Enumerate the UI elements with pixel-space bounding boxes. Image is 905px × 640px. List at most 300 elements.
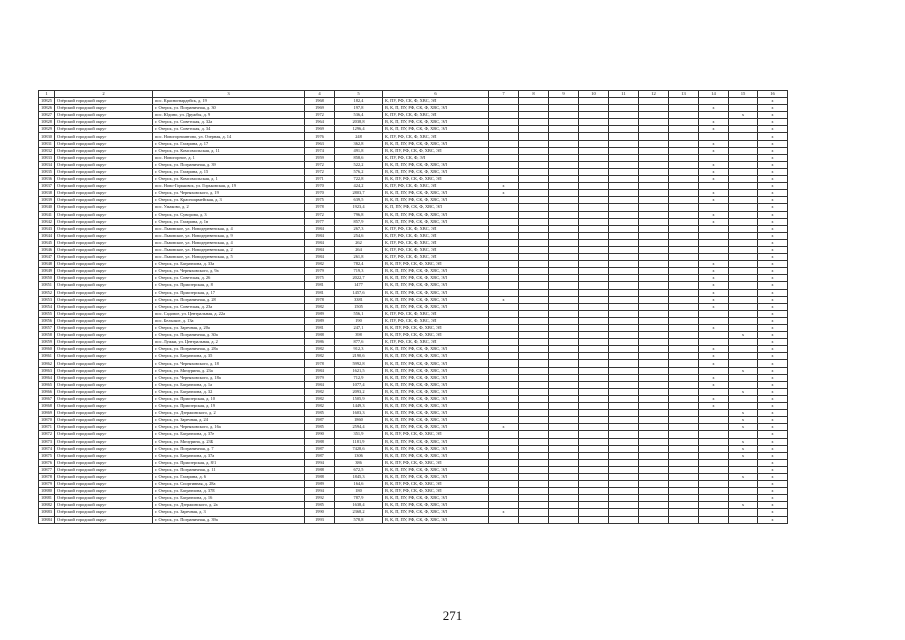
table-cell: х [698,268,728,275]
table-cell: х [757,502,787,509]
table-cell: В, К, П, ПУ, РФ, СК, Ф, ХВС, ЭЛ [382,275,488,282]
table-row [39,225,788,232]
table-cell [608,509,638,516]
table-row [39,239,788,246]
table-row [39,183,788,190]
table-cell [518,232,548,239]
table-cell [608,339,638,346]
table-cell: г. Озерск, ул. Приозерская, д. 17 [152,289,304,296]
table-cell [608,282,638,289]
table-cell [578,289,608,296]
table-cell [578,395,608,402]
table-cell: г. Озерск, ул. Багратиона, д. 33а [152,261,304,268]
table-cell [668,459,698,466]
table-cell [518,516,548,523]
table-row [39,105,788,112]
table-cell [638,190,668,197]
table-cell [578,388,608,395]
table-cell [578,374,608,381]
table-cell: г. Озерск, ул. Пограничная, д. 28 [152,296,304,303]
table-cell [578,360,608,367]
table-cell [518,154,548,161]
page-number: 271 [442,608,463,623]
table-cell: В, К, П, ПУ, РФ, СК, Ф, ХВС, ЭЛ [382,126,488,133]
table-cell: Озёрский городской округ [54,445,152,452]
table-cell: К, П, ПУ, РФ, СК, Ф, ХВС, ЭЛ [382,204,488,211]
table-cell [518,431,548,438]
table-cell [578,353,608,360]
table-cell: х [757,190,787,197]
table-cell: Озёрский городской округ [54,176,152,183]
table-cell [638,488,668,495]
table-cell [728,488,757,495]
table-cell [698,488,728,495]
table-cell [668,275,698,282]
table-cell: 1976 [304,133,334,140]
table-cell [608,495,638,502]
table-cell [608,140,638,147]
table-cell: 1984 [304,254,334,261]
table-cell [668,303,698,310]
table-cell [578,367,608,374]
table-cell: 1971 [304,176,334,183]
table-cell: Озёрский городской округ [54,452,152,459]
table-cell: г. Озерск, ул. Приозерская, д. 10 [152,395,304,402]
table-cell [728,268,757,275]
column-header: 9 [548,91,578,98]
table-cell [578,133,608,140]
table-cell [698,445,728,452]
table-cell: 1077,4 [334,381,382,388]
table-cell: 1982 [304,403,334,410]
table-cell: х [757,289,787,296]
table-cell [488,481,518,488]
table-cell: 164,6 [334,481,382,488]
table-cell [728,289,757,296]
table-cell: 1984 [304,239,334,246]
table-cell [578,403,608,410]
table-cell: г. Озерск, ул. Черняховского, д. 18а [152,374,304,381]
table-cell [608,133,638,140]
table-cell: В, К, П, ПУ, РФ, СК, Ф, ХВС, ЭЛ [382,190,488,197]
table-cell [608,360,638,367]
table-cell [668,211,698,218]
table-cell: 182,4 [334,98,382,105]
table-cell [728,239,757,246]
table-cell [518,410,548,417]
table-cell [608,204,638,211]
table-cell: г. Озерск, ул. Красноармейская, д. 3 [152,197,304,204]
table-cell [518,147,548,154]
table-cell [728,147,757,154]
table-cell [728,105,757,112]
table-cell: 1972 [304,112,334,119]
table-cell: х [728,438,757,445]
table-cell [668,431,698,438]
table-cell: х [757,126,787,133]
table-cell: х [757,232,787,239]
table-cell [548,509,578,516]
table-cell: К, ПУ, РФ, СК, Ф, ХВС, ЭЛ [382,254,488,261]
table-cell [578,509,608,516]
table-cell: 1989 [304,481,334,488]
table-cell [638,133,668,140]
table-cell: 1981 [304,282,334,289]
table-cell [608,367,638,374]
table-cell: 10825 [39,98,55,105]
table-cell [728,346,757,353]
table-cell [668,509,698,516]
table-cell [578,126,608,133]
table-cell [578,183,608,190]
table-cell [488,119,518,126]
table-cell [578,339,608,346]
table-cell [608,424,638,431]
table-cell: К, ПУ, РФ, СК, Ф, ХВС, ЭЛ [382,98,488,105]
table-cell [668,424,698,431]
table-cell [638,154,668,161]
table-row [39,445,788,452]
table-cell: х [757,296,787,303]
table-cell: х [698,211,728,218]
table-cell: В, К, П, ПУ, РФ, СК, Ф, ХВС, ЭЛ [382,289,488,296]
table-cell: 1984 [304,232,334,239]
table-cell [638,310,668,317]
table-cell: 1969 [304,126,334,133]
table-cell: К, ПУ, РФ, СК, Ф, ХВС, ЭЛ [382,232,488,239]
table-cell [578,516,608,523]
table-cell: В, К, ПУ, РФ, СК, Ф, ХВС, ЭЛ [382,459,488,466]
table-row [39,218,788,225]
table-cell [578,218,608,225]
table-cell [638,282,668,289]
table-cell: 1988 [304,466,334,473]
table-row [39,161,788,168]
table-cell [548,133,578,140]
table-cell: 858,6 [334,154,382,161]
table-cell [488,254,518,261]
table-cell: Озёрский городской округ [54,154,152,161]
table-cell: 10864 [39,374,55,381]
table-cell [608,176,638,183]
table-cell [638,232,668,239]
table-cell [578,119,608,126]
table-cell: Озёрский городской округ [54,403,152,410]
table-cell: 180 [334,488,382,495]
table-cell [728,197,757,204]
table-cell: Озёрский городской округ [54,438,152,445]
table-cell [578,225,608,232]
table-cell [728,403,757,410]
table-cell: К, ПУ, РФ, СК, Ф, ХВС, ЭЛ [382,317,488,324]
table-cell: 10857 [39,325,55,332]
table-cell [488,495,518,502]
table-cell [608,239,638,246]
table-cell: пос. Лужки, ул. Центральная, д. 2 [152,339,304,346]
table-cell [548,161,578,168]
table-cell [578,154,608,161]
table-cell [518,168,548,175]
table-cell: х [728,445,757,452]
table-cell [668,204,698,211]
table-cell: 197,8 [334,105,382,112]
table-cell: 10843 [39,225,55,232]
table-cell [578,303,608,310]
table-row [39,410,788,417]
table-cell [608,261,638,268]
column-header: 2 [54,91,152,98]
table-cell [548,403,578,410]
table-cell: 491,8 [334,147,382,154]
table-cell: 10876 [39,459,55,466]
table-row [39,403,788,410]
table-cell [608,183,638,190]
table-cell: Озёрский городской округ [54,339,152,346]
table-cell [518,332,548,339]
table-cell [668,438,698,445]
table-cell: х [698,197,728,204]
table-cell: 1994 [304,459,334,466]
table-row [39,261,788,268]
table-cell: Озёрский городской округ [54,105,152,112]
table-row [39,332,788,339]
table-cell: В, К, П, ПУ, РФ, СК, Ф, ХВС, ЭЛ [382,353,488,360]
table-cell [518,509,548,516]
table-cell [728,431,757,438]
table-cell [518,183,548,190]
column-header: 7 [488,91,518,98]
column-header: 1 [39,91,55,98]
table-cell [608,332,638,339]
table-cell [578,502,608,509]
table-cell [728,325,757,332]
table-cell: г. Озерск, ул. Багратиона, д. 35 [152,353,304,360]
table-cell [548,488,578,495]
table-cell [638,289,668,296]
table-cell: х [728,452,757,459]
table-cell [488,204,518,211]
table-cell [518,388,548,395]
table-cell [608,161,638,168]
table-cell: х [698,395,728,402]
table-cell: Озёрский городской округ [54,466,152,473]
table-row [39,176,788,183]
column-header: 10 [578,91,608,98]
table-cell: 10850 [39,275,55,282]
table-cell [548,374,578,381]
table-cell [728,140,757,147]
table-cell: х [757,105,787,112]
table-cell: К, ПУ, РФ, СК, Ф, ХВС, ЭЛ [382,310,488,317]
table-cell: х [698,296,728,303]
table-cell: 1981 [304,325,334,332]
table-cell [548,190,578,197]
table-cell: 1972 [304,211,334,218]
table-cell [548,232,578,239]
table-cell [698,509,728,516]
table-cell [578,481,608,488]
table-cell: пос. Львовское, ул. Новодеревенская, д. 9 [152,232,304,239]
table-cell [698,339,728,346]
table-row [39,360,788,367]
table-cell: х [698,303,728,310]
table-cell: 362,8 [334,140,382,147]
table-cell [728,459,757,466]
table-cell [698,438,728,445]
table-cell [518,395,548,402]
table-cell [488,516,518,523]
table-cell [548,119,578,126]
table-cell: В, К, П, ПУ, РФ, СК, Ф, ХВС, ЭЛ [382,388,488,395]
table-cell [668,516,698,523]
table-cell: 10865 [39,381,55,388]
table-cell: В, К, П, ПУ, РФ, СК, Ф, ХВС, ЭЛ [382,395,488,402]
table-cell [518,502,548,509]
table-cell [608,516,638,523]
table-cell: г. Озерск, ул. Приозерская, д. 8/1 [152,459,304,466]
table-cell [698,112,728,119]
table-cell: 10828 [39,119,55,126]
table-cell: 1989 [304,317,334,324]
table-cell: х [757,445,787,452]
table-cell: 1621,5 [334,367,382,374]
table-cell: 10860 [39,346,55,353]
table-cell: К, ПУ, РФ, СК, Ф, ХВС, ЭЛ [382,183,488,190]
table-cell: 1986 [304,339,334,346]
table-cell: х [698,282,728,289]
table-cell [608,105,638,112]
table-cell [608,431,638,438]
table-cell [488,473,518,480]
table-cell: х [757,147,787,154]
table-cell: 10884 [39,516,55,523]
table-cell [668,381,698,388]
table-cell: 10879 [39,481,55,488]
table-row [39,190,788,197]
table-cell: х [488,183,518,190]
table-cell [518,282,548,289]
table-cell [728,98,757,105]
table-cell: х [757,317,787,324]
table-cell [578,176,608,183]
table-cell: 1984 [304,381,334,388]
table-cell [608,303,638,310]
table-cell [548,225,578,232]
table-cell [518,424,548,431]
table-cell [578,424,608,431]
table-cell [488,360,518,367]
table-cell: 1982 [304,395,334,402]
table-row [39,154,788,161]
table-cell: г. Озерск, ул. Дзержинского, д. 2а [152,502,304,509]
table-cell [548,438,578,445]
table-cell [698,254,728,261]
table-cell: 5992,8 [334,360,382,367]
table-cell [608,417,638,424]
table-cell: 10872 [39,431,55,438]
table-cell: В, К, ПУ, РФ, СК, Ф, ХВС, ЭЛ [382,261,488,268]
table-row [39,395,788,402]
table-cell: г. Озерск, ул. Пограничная, д. 30 [152,105,304,112]
table-cell [668,403,698,410]
table-cell [518,495,548,502]
table-row [39,388,788,395]
table-cell [548,417,578,424]
table-cell [548,261,578,268]
table-cell: 10867 [39,395,55,402]
table-cell: Озёрский городской округ [54,268,152,275]
table-cell: 10835 [39,168,55,175]
table-cell [548,154,578,161]
table-cell [578,254,608,261]
table-cell [548,495,578,502]
table-cell [698,98,728,105]
table-cell [698,516,728,523]
table-cell [728,282,757,289]
table-cell: 10852 [39,289,55,296]
table-cell [518,452,548,459]
table-cell: 1982 [304,303,334,310]
table-cell [608,275,638,282]
table-cell: г. Озерск, ул. Черняховского, д. 16а [152,424,304,431]
table-cell: х [757,204,787,211]
table-cell [488,502,518,509]
table-cell: 10844 [39,232,55,239]
table-cell [488,367,518,374]
table-cell [638,168,668,175]
table-cell: Озёрский городской округ [54,495,152,502]
table-cell [548,275,578,282]
table-cell [578,275,608,282]
table-cell [668,197,698,204]
table-cell [488,417,518,424]
table-cell [668,296,698,303]
table-row [39,197,788,204]
table-cell [488,339,518,346]
table-cell [488,161,518,168]
table-cell: 522,2 [334,161,382,168]
table-cell [548,239,578,246]
table-cell: 712,9 [334,374,382,381]
table-cell [518,126,548,133]
table-cell: г. Озерск, ул. Багратиона, д. 37е [152,431,304,438]
table-cell [608,296,638,303]
table-cell [518,445,548,452]
table-row [39,346,788,353]
table-cell [608,310,638,317]
table-cell: Озёрский городской округ [54,395,152,402]
table-cell [728,133,757,140]
table-cell [518,488,548,495]
table-cell: 1638,4 [334,502,382,509]
table-cell [608,254,638,261]
table-row [39,417,788,424]
table-cell: 877,6 [334,339,382,346]
table-cell: 10836 [39,176,55,183]
table-cell: х [757,346,787,353]
table-cell [608,438,638,445]
table-cell: 10875 [39,452,55,459]
table-cell [698,417,728,424]
table-cell: х [757,353,787,360]
table-cell [668,502,698,509]
table-cell [518,112,548,119]
table-cell: 1505,9 [334,395,382,402]
table-cell: Озёрский городской округ [54,381,152,388]
table-cell: х [757,225,787,232]
table-cell: 2022,7 [334,275,382,282]
table-cell: В, К, П, ПУ, РФ, СК, Ф, ХВС, ЭЛ [382,516,488,523]
